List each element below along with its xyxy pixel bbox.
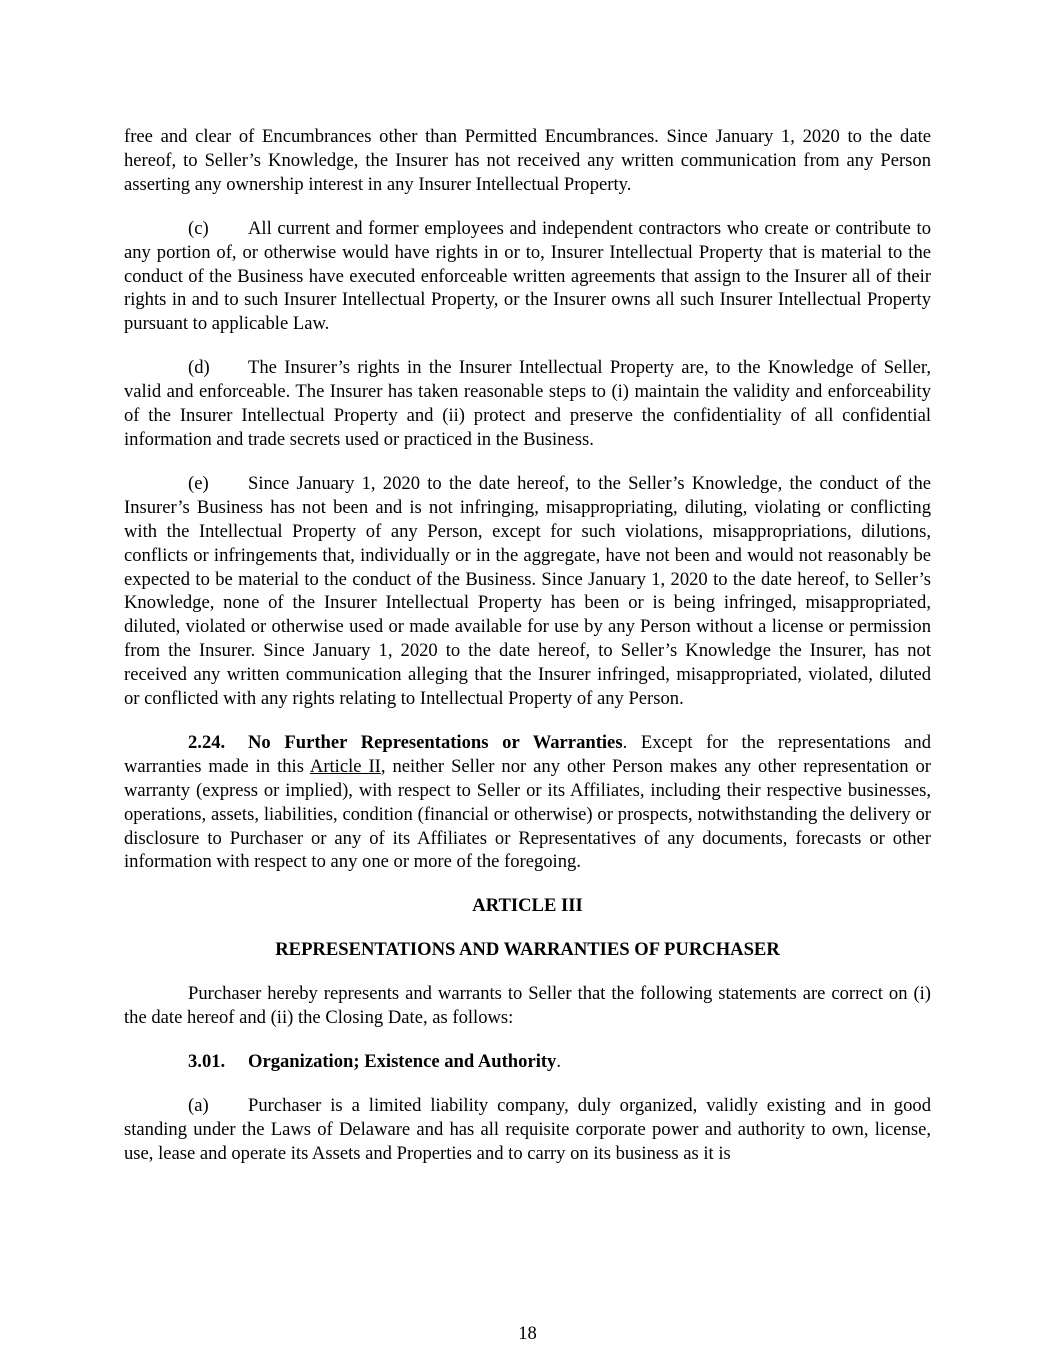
paragraph-d-text: The Insurer’s rights in the Insurer Intellectual Property are, to the Knowledge of Seller, valid and enforceable. The Insurer has taken reasonable steps to (i) maintain the validity and enforceability of the Insurer Intellectual Property and (ii) protect and preserve the confidentiality of all confidential information and trade secrets used or practiced in the Business. (124, 357, 931, 450)
paragraph-3-01-a (124, 1094, 931, 1166)
paragraph-e-text: Since January 1, 2020 to the date hereof, to the Seller’s Knowledge, the conduct of the Insurer’s Business has not been and is not infringing, misappropriating, diluting, violating or conflicting with the Intellectual Property of any Person, except for such violations, misappropriations, dilutions, conflicts or infringements that, individually or in the aggregate, have not been and would not reasonably be expected to be material to the conduct of the Business. Since January 1, 2020 to the date hereof, to Seller’s Knowledge, none of the Insurer Intellectual Property has been or is being infringed, misappropriated, diluted, violated or otherwise used or made available for use by any Person without a license or permission from the Insurer. Since January 1, 2020 to the date hereof, to Seller’s Knowledge the Insurer, has not received any written communication alleging that the Insurer infringed, misappropriated, violated, diluted or conflicted with any rights relating to Intellectual Property of any Person. (124, 472, 931, 710)
continuation-text: free and clear of Encumbrances other than Permitted Encumbrances. Since January 1, 2020 to the date hereof, to Seller’s Knowledge, the Insurer has not received any written communication from any Person asserting any ownership interest in any Insurer Intellectual Property. (124, 126, 931, 195)
paragraph-3-01-a-label: (a) (188, 1094, 209, 1116)
article-title: REPRESENTATIONS AND WARRANTIES OF PURCHASER (275, 939, 780, 961)
article-heading: ARTICLE III (472, 895, 583, 917)
section-3-01-number: 3.01. (188, 1051, 226, 1072)
article-intro-paragraph (124, 982, 931, 1030)
paragraph-d (124, 356, 931, 452)
section-2-24-text-before: . Except for the representations and warranties made in this (124, 731, 932, 777)
section-2-24-number: 2.24. (188, 731, 226, 753)
section-3-01-trailing: . (556, 1051, 562, 1072)
section-2-24-title: No Further Representations or Warranties (248, 731, 623, 753)
page-number: 18 (518, 1323, 537, 1344)
paragraph-c-text: All current and former employees and independent contractors who create or contribute to any portion of, or otherwise would have rights in or to, Insurer Intellectual Property that is material to the conduct of the Business have executed enforceable written agreements that assign to the Insurer all of their rights in and to such Insurer Intellectual Property, or the Insurer owns all such Insurer Intellectual Property pursuant to applicable Law. (124, 217, 931, 335)
paragraph-c (124, 217, 931, 337)
section-2-24-text-after: , neither Seller nor any other Person makes any other representation or warranty (express or implied), with respect to Seller or its Affiliates, including their respective businesses, operations, assets, liabilities, condition (financial or otherwise) or prospects, notwithstanding the delivery or disclosure to Purchaser or any of its Affiliates or Representatives of any documents, forecasts or other information with respect to any one or more of the foregoing. (124, 755, 931, 873)
section-2-24 (124, 731, 931, 874)
article-ii-reference: Article II (309, 755, 381, 777)
page-body (124, 125, 931, 1186)
continuation-paragraph (124, 125, 931, 197)
paragraph-c-label: (c) (188, 217, 209, 239)
section-3-01 (124, 1050, 931, 1074)
paragraph-e-label: (e) (188, 472, 209, 494)
paragraph-d-label: (d) (188, 357, 210, 379)
paragraph-3-01-a-text: Purchaser is a limited liability company, duly organized, validly existing and in good standing under the Laws of Delaware and has all requisite corporate power and authority to own, license, use, lease and operate its Assets and Properties and to carry on its business as it is (124, 1094, 931, 1164)
paragraph-e (124, 472, 931, 711)
section-3-01-title: Organization; Existence and Authority (248, 1051, 557, 1072)
article-intro-text: Purchaser hereby represents and warrants to Seller that the following statements are correct on (i) the date hereof and (ii) the Closing Date, as follows: (124, 983, 931, 1029)
